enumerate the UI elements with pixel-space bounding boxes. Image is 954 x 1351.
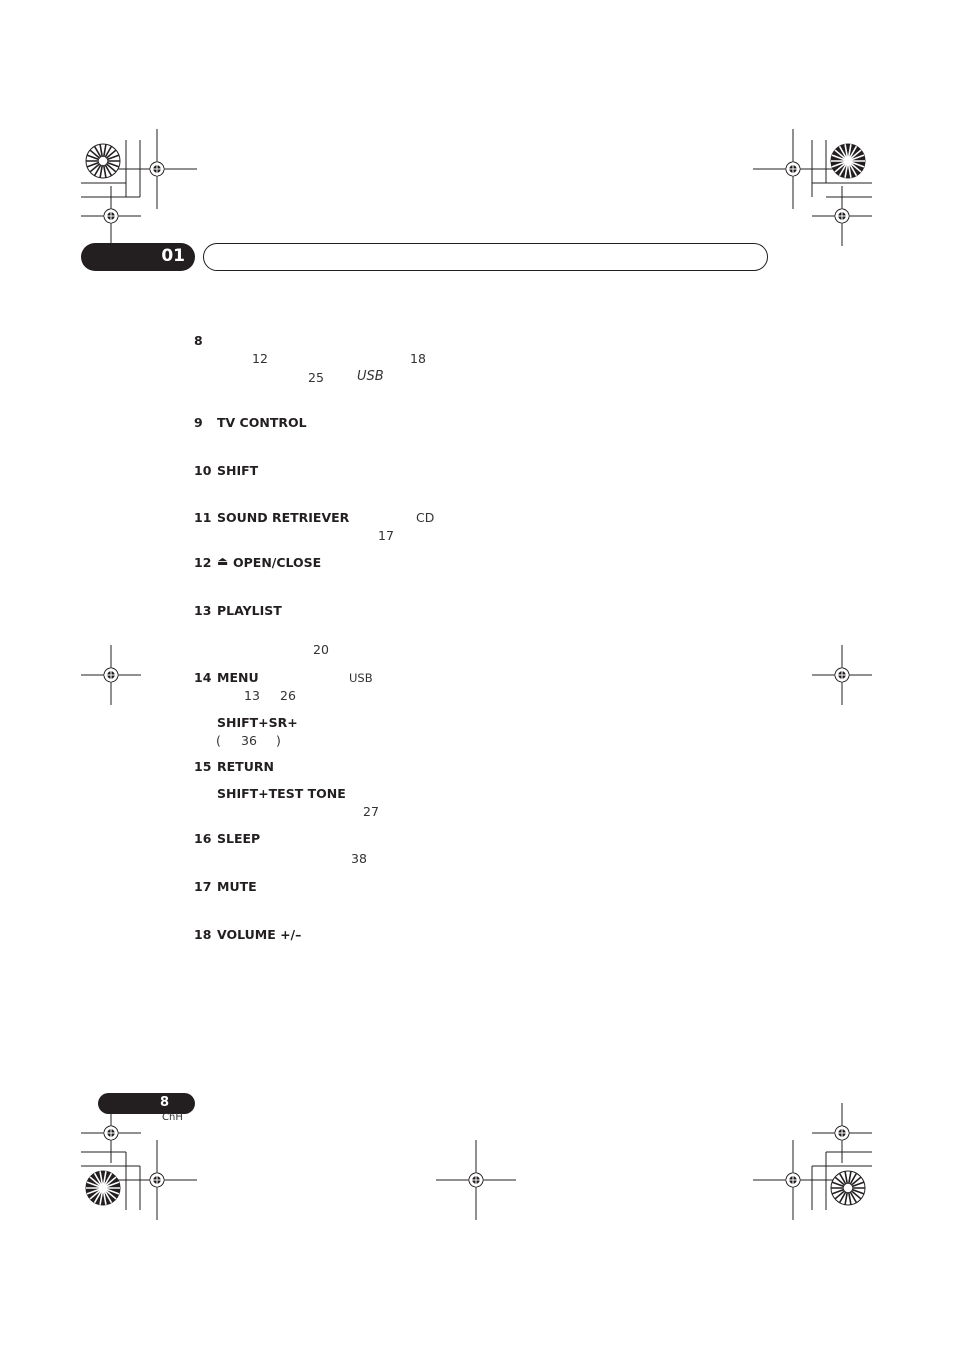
header-bar bbox=[203, 243, 768, 271]
sub-label-shift-sr: SHIFT+SR+ bbox=[217, 715, 298, 730]
item-label-sound-retriever: SOUND RETRIEVER bbox=[217, 510, 350, 525]
chapter-tab bbox=[81, 243, 195, 271]
color-bar-starburst bbox=[86, 1171, 120, 1205]
item-number: 13 bbox=[194, 603, 212, 618]
item-label-playlist: PLAYLIST bbox=[217, 603, 282, 618]
color-bar-starburst bbox=[831, 1171, 865, 1205]
item-label-menu: MENU bbox=[217, 670, 259, 685]
usb-label: USB bbox=[357, 369, 384, 384]
paren-open: ( bbox=[216, 733, 221, 748]
item-number: 16 bbox=[194, 831, 212, 846]
item-number: 18 bbox=[194, 927, 212, 942]
page-ref: 20 bbox=[313, 642, 329, 657]
registration-mark bbox=[812, 645, 872, 705]
item-label-tv-control: TV CONTROL bbox=[217, 415, 307, 430]
eject-icon: ⏏ bbox=[217, 554, 229, 568]
usb-label: USB bbox=[349, 671, 373, 685]
page-ref: 38 bbox=[351, 851, 367, 866]
registration-mark bbox=[753, 129, 833, 209]
item-number: 14 bbox=[194, 670, 212, 685]
registration-mark bbox=[117, 1140, 197, 1220]
page-ref: 27 bbox=[363, 804, 379, 819]
page-ref: 26 bbox=[280, 688, 296, 703]
page-number: 8 bbox=[159, 1095, 170, 1110]
page-ref: 36 bbox=[241, 733, 257, 748]
page-ref: 12 bbox=[252, 351, 268, 366]
page-ref: 18 bbox=[410, 351, 426, 366]
item-label-shift: SHIFT bbox=[217, 463, 259, 478]
item-number: 17 bbox=[194, 879, 212, 894]
registration-mark bbox=[812, 186, 872, 246]
registration-mark bbox=[753, 1140, 833, 1220]
registration-mark bbox=[436, 1140, 516, 1220]
item-label-sleep: SLEEP bbox=[217, 831, 261, 846]
color-bar-starburst bbox=[86, 144, 120, 178]
item-number: 15 bbox=[194, 759, 212, 774]
sub-label-shift-test-tone: SHIFT+TEST TONE bbox=[217, 786, 346, 801]
item-label-mute: MUTE bbox=[217, 879, 257, 894]
item-number: 12 bbox=[194, 555, 212, 570]
page-ref: 25 bbox=[308, 370, 324, 385]
registration-mark bbox=[81, 645, 141, 705]
chapter-number: 01 bbox=[161, 246, 185, 266]
item-label-open-close: OPEN/CLOSE bbox=[233, 555, 322, 570]
item-label-volume: VOLUME +/– bbox=[217, 927, 302, 942]
page-ref: 13 bbox=[244, 688, 260, 703]
item-number: 8 bbox=[194, 333, 203, 348]
item-label-return: RETURN bbox=[217, 759, 274, 774]
page-number-tab bbox=[98, 1093, 195, 1114]
item-number: 11 bbox=[194, 510, 212, 525]
item-number: 10 bbox=[194, 463, 212, 478]
registration-mark bbox=[812, 1103, 872, 1163]
page-ref: 17 bbox=[378, 528, 394, 543]
color-bar-starburst bbox=[831, 144, 865, 178]
cd-label: CD bbox=[416, 510, 435, 525]
registration-mark bbox=[81, 186, 141, 246]
paren-close: ) bbox=[276, 733, 281, 748]
language-code: ChH bbox=[162, 1112, 183, 1123]
item-number: 9 bbox=[194, 415, 203, 430]
